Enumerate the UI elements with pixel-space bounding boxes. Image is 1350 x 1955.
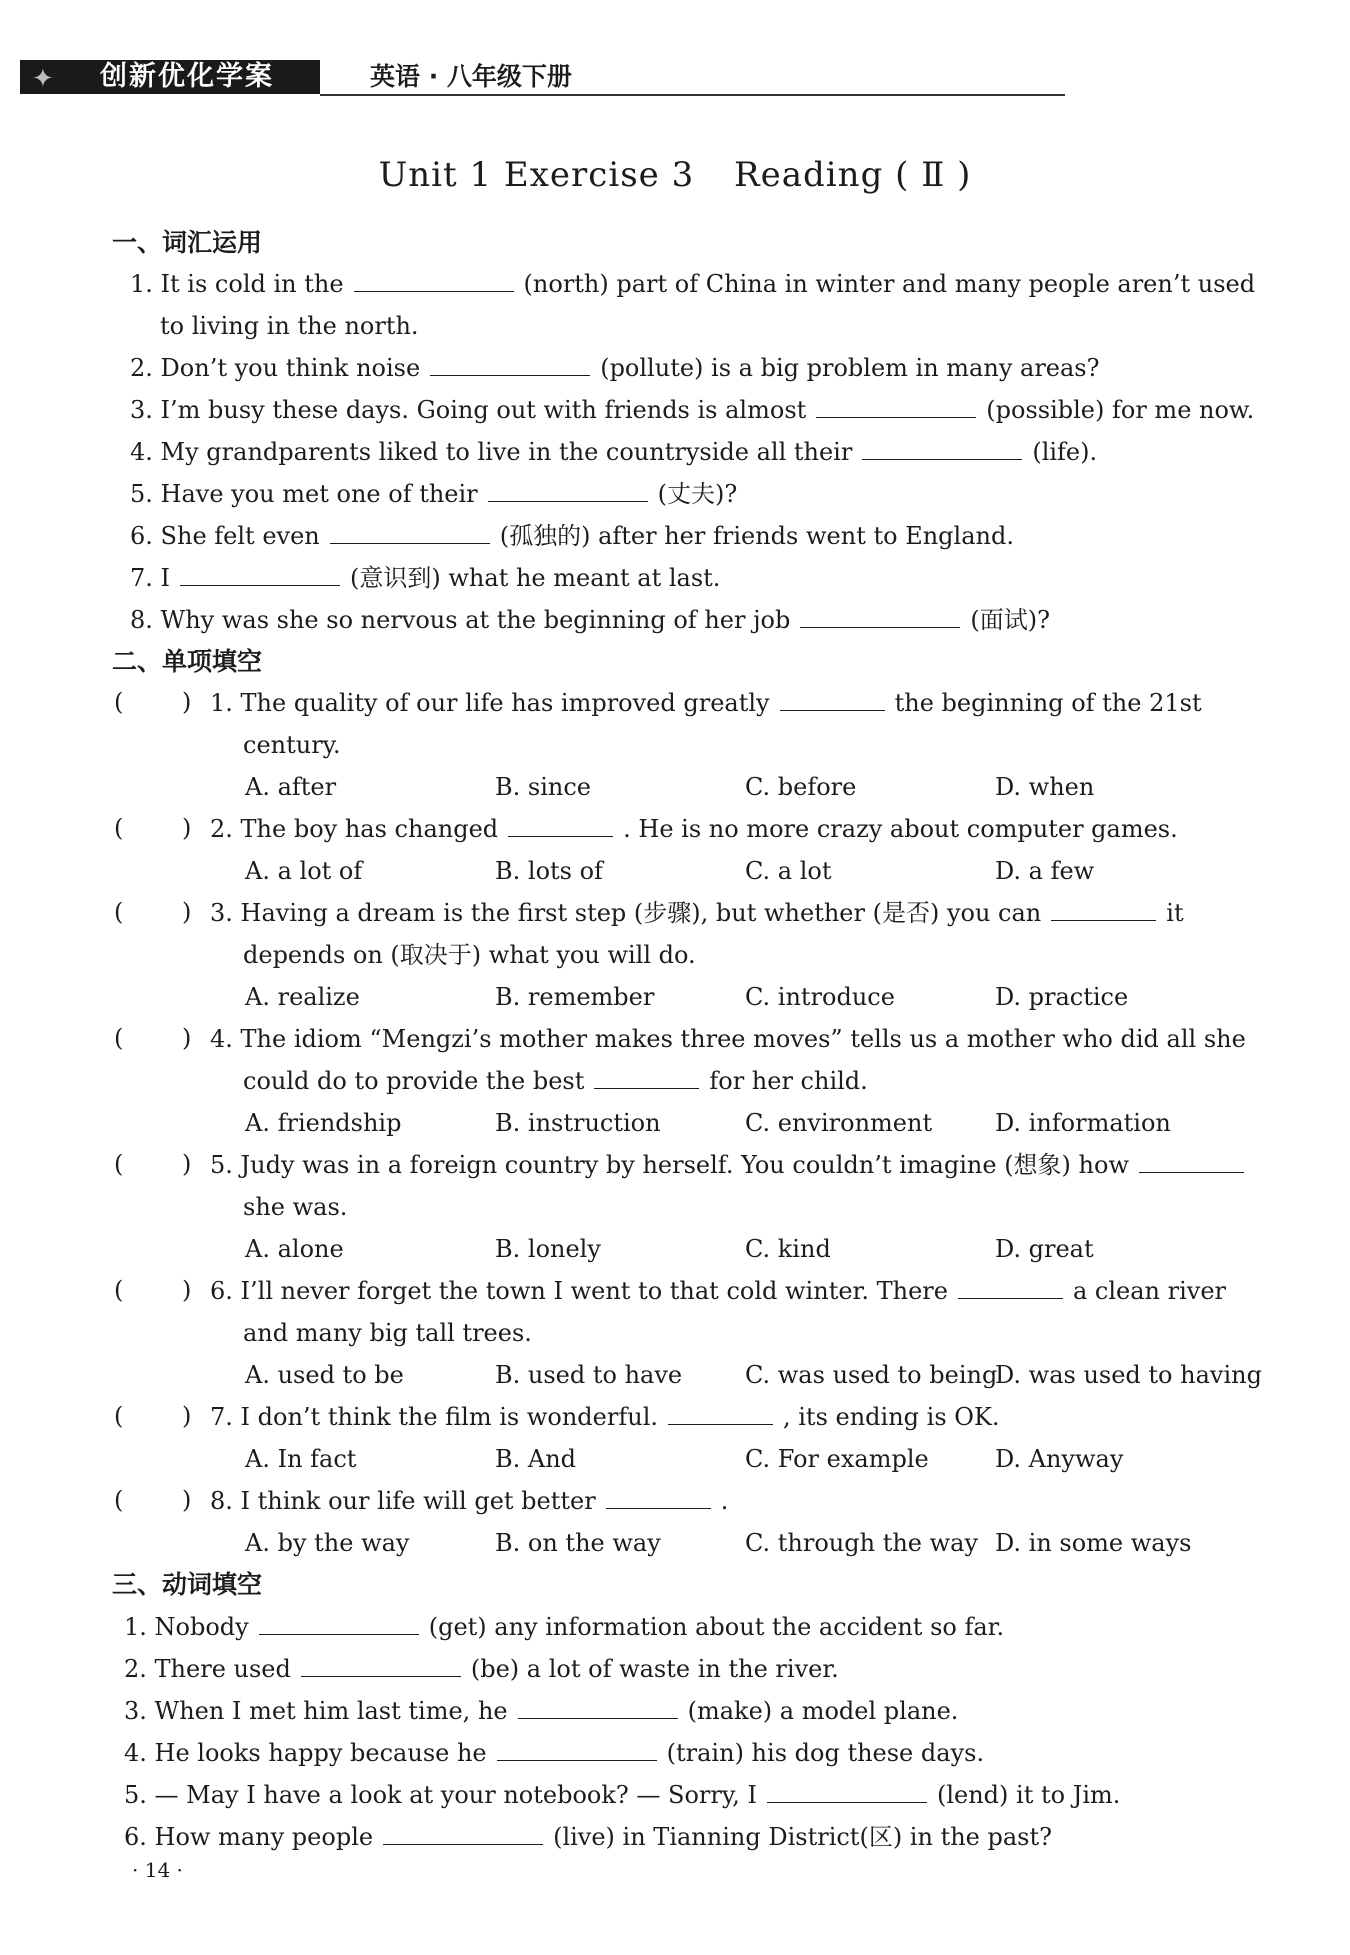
- option-c[interactable]: C. For example: [745, 1445, 929, 1473]
- item-text: (孤独的) after her friends went to England.: [499, 522, 1014, 550]
- option-c[interactable]: C. kind: [745, 1235, 831, 1263]
- section3-heading: 三、动词填空: [112, 1570, 263, 1599]
- question-text: The quality of our life has improved greatly: [240, 689, 770, 717]
- question-text: .: [720, 1487, 729, 1515]
- option-d[interactable]: D. was used to having: [995, 1361, 1262, 1389]
- option-c[interactable]: C. environment: [745, 1109, 933, 1137]
- brand-swash-icon: ✦: [32, 64, 56, 94]
- answer-blank[interactable]: [330, 519, 490, 544]
- question-3: [210, 896, 1184, 930]
- item-text: (pollute) is a big problem in many areas?: [600, 354, 1100, 382]
- answer-blank[interactable]: [301, 1652, 461, 1677]
- item-number: 6.: [124, 1823, 147, 1851]
- question-text: could do to provide the best: [243, 1067, 585, 1095]
- option-b[interactable]: B. instruction: [495, 1109, 661, 1137]
- page-header: [20, 54, 1065, 96]
- page-number: · 14 ·: [132, 1858, 183, 1882]
- vocab-item-3: [130, 393, 1254, 427]
- vocab-item-6: [130, 519, 1014, 553]
- item-text: (be) a lot of waste in the river.: [470, 1655, 839, 1683]
- question-text: I think our life will get better: [240, 1487, 596, 1515]
- verb-item-4: [124, 1736, 984, 1770]
- item-text: (get) any information about the accident so far.: [428, 1613, 1005, 1641]
- item-text: When I met him last time, he: [154, 1697, 508, 1725]
- answer-paren-open[interactable]: (: [114, 898, 124, 926]
- answer-blank[interactable]: [780, 686, 885, 711]
- item-number: 3.: [124, 1697, 147, 1725]
- item-text: How many people: [154, 1823, 374, 1851]
- option-c[interactable]: C. a lot: [745, 857, 832, 885]
- question-1-cont: century.: [243, 731, 341, 759]
- subject-label: 英语 · 八年级下册: [370, 62, 572, 91]
- answer-blank[interactable]: [1051, 896, 1156, 921]
- question-text: . He is no more crazy about computer games.: [623, 815, 1178, 843]
- item-text: Nobody: [154, 1613, 249, 1641]
- item-text: I: [160, 564, 171, 592]
- header-rule: [320, 94, 1065, 96]
- title-unit: Unit 1 Exercise 3: [378, 155, 695, 195]
- answer-paren-close: ): [182, 1486, 192, 1514]
- answer-blank[interactable]: [354, 267, 514, 292]
- item-text: (train) his dog these days.: [666, 1739, 985, 1767]
- question-text: I’ll never forget the town I went to that cold winter. There: [240, 1277, 948, 1305]
- answer-blank[interactable]: [816, 393, 976, 418]
- option-a[interactable]: A. alone: [245, 1235, 344, 1263]
- answer-paren-open[interactable]: (: [114, 1402, 124, 1430]
- question-number: 5.: [210, 1151, 233, 1179]
- answer-blank[interactable]: [497, 1736, 657, 1761]
- vocab-item-2: [130, 351, 1099, 385]
- question-text: I don’t think the film is wonderful.: [240, 1403, 658, 1431]
- question-text: Judy was in a foreign country by herself. You couldn’t imagine (想象) how: [240, 1151, 1129, 1179]
- answer-paren-close: ): [182, 688, 192, 716]
- item-text: (丈夫)?: [657, 480, 738, 508]
- answer-blank[interactable]: [958, 1274, 1063, 1299]
- item-number: 6.: [130, 522, 153, 550]
- item-text: Don’t you think noise: [160, 354, 421, 382]
- answer-blank[interactable]: [488, 477, 648, 502]
- option-a[interactable]: A. by the way: [245, 1529, 410, 1557]
- answer-blank[interactable]: [1139, 1148, 1244, 1173]
- question-2: [210, 812, 1178, 846]
- question-text: , its ending is OK.: [783, 1403, 1000, 1431]
- option-d[interactable]: D. a few: [995, 857, 1095, 885]
- option-a[interactable]: A. realize: [245, 983, 360, 1011]
- item-text: I’m busy these days. Going out with friends is almost: [160, 396, 807, 424]
- option-b[interactable]: B. And: [495, 1445, 577, 1473]
- item-number: 3.: [130, 396, 153, 424]
- answer-paren-open[interactable]: (: [114, 1024, 124, 1052]
- answer-paren-open[interactable]: (: [114, 688, 124, 716]
- question-4-cont: [243, 1064, 868, 1098]
- answer-blank[interactable]: [800, 603, 960, 628]
- option-a[interactable]: A. friendship: [245, 1109, 402, 1137]
- option-b[interactable]: B. used to have: [495, 1361, 683, 1389]
- answer-paren-open[interactable]: (: [114, 1486, 124, 1514]
- question-1: [210, 686, 1202, 720]
- question-6: [210, 1274, 1226, 1308]
- item-text: (possible) for me now.: [986, 396, 1255, 424]
- question-text: it: [1166, 899, 1184, 927]
- verb-item-1: [124, 1610, 1004, 1644]
- answer-blank[interactable]: [508, 812, 613, 837]
- question-5: [210, 1148, 1254, 1182]
- vocab-item-8: [130, 603, 1050, 637]
- question-number: 8.: [210, 1487, 233, 1515]
- item-text: There used: [154, 1655, 291, 1683]
- question-number: 7.: [210, 1403, 233, 1431]
- item-text: (意识到) what he meant at last.: [350, 564, 721, 592]
- question-7: [210, 1400, 1000, 1434]
- answer-blank[interactable]: [430, 351, 590, 376]
- item-number: 2.: [124, 1655, 147, 1683]
- item-text: (make) a model plane.: [687, 1697, 959, 1725]
- question-text: the beginning of the 21st: [894, 689, 1202, 717]
- section1-heading: 一、词汇运用: [112, 228, 263, 257]
- vocab-item-4: [130, 435, 1097, 469]
- option-b[interactable]: B. since: [495, 773, 591, 801]
- vocab-item-1: [130, 267, 1255, 301]
- option-c[interactable]: C. introduce: [745, 983, 895, 1011]
- answer-blank[interactable]: [594, 1064, 699, 1089]
- answer-paren-close: ): [182, 1150, 192, 1178]
- question-3-cont: depends on (取决于) what you will do.: [243, 941, 696, 969]
- answer-blank[interactable]: [518, 1694, 678, 1719]
- item-text: She felt even: [160, 522, 320, 550]
- answer-paren-close: ): [182, 1402, 192, 1430]
- answer-blank[interactable]: [862, 435, 1022, 460]
- section2-heading: 二、单项填空: [112, 647, 263, 676]
- option-d[interactable]: D. Anyway: [995, 1445, 1124, 1473]
- option-c[interactable]: C. was used to being: [745, 1361, 998, 1389]
- item-text: (live) in Tianning District(区) in the past?: [553, 1823, 1053, 1851]
- item-number: 7.: [130, 564, 153, 592]
- verb-item-3: [124, 1694, 958, 1728]
- option-d[interactable]: D. great: [995, 1235, 1094, 1263]
- answer-blank[interactable]: [259, 1610, 419, 1635]
- item-number: 1.: [130, 270, 153, 298]
- answer-blank[interactable]: [767, 1778, 927, 1803]
- item-number: 2.: [130, 354, 153, 382]
- option-b[interactable]: B. on the way: [495, 1529, 661, 1557]
- option-a[interactable]: A. In fact: [245, 1445, 357, 1473]
- title-part: Reading ( Ⅱ ): [734, 155, 972, 195]
- option-b[interactable]: B. remember: [495, 983, 655, 1011]
- brand-name: 创新优化学案: [100, 61, 274, 92]
- question-number: 4.: [210, 1025, 233, 1053]
- item-text: Have you met one of their: [160, 480, 478, 508]
- verb-item-6: [124, 1820, 1052, 1854]
- item-text: (north) part of China in winter and many people aren’t used: [523, 270, 1256, 298]
- answer-blank[interactable]: [606, 1484, 711, 1509]
- verb-item-2: [124, 1652, 839, 1686]
- item-number: 1.: [124, 1613, 147, 1641]
- answer-paren-open[interactable]: (: [114, 814, 124, 842]
- item-text: My grandparents liked to live in the countryside all their: [160, 438, 853, 466]
- item-text: (life).: [1032, 438, 1098, 466]
- verb-item-5: [124, 1778, 1120, 1812]
- brand-logo: [20, 60, 320, 94]
- item-text: He looks happy because he: [154, 1739, 487, 1767]
- option-a[interactable]: A. used to be: [245, 1361, 404, 1389]
- question-number: 6.: [210, 1277, 233, 1305]
- question-4: [210, 1022, 1246, 1056]
- option-b[interactable]: B. lonely: [495, 1235, 601, 1263]
- answer-paren-open[interactable]: (: [114, 1150, 124, 1178]
- answer-paren-close: ): [182, 898, 192, 926]
- answer-blank[interactable]: [668, 1400, 773, 1425]
- vocab-item-5: [130, 477, 737, 511]
- question-number: 3.: [210, 899, 233, 927]
- item-text: Why was she so nervous at the beginning of her job: [160, 606, 791, 634]
- question-number: 1.: [210, 689, 233, 717]
- item-text: It is cold in the: [160, 270, 344, 298]
- vocab-item-7: [130, 561, 720, 595]
- question-8: [210, 1484, 728, 1518]
- option-d[interactable]: D. practice: [995, 983, 1129, 1011]
- item-number: 4.: [124, 1739, 147, 1767]
- question-text: Having a dream is the first step (步骤), but whether (是否) you can: [240, 899, 1042, 927]
- item-text: (面试)?: [970, 606, 1050, 634]
- answer-paren-close: ): [182, 1024, 192, 1052]
- answer-blank[interactable]: [180, 561, 340, 586]
- question-text: for her child.: [709, 1067, 868, 1095]
- answer-paren-close: ): [182, 814, 192, 842]
- question-6-cont: and many big tall trees.: [243, 1319, 532, 1347]
- question-text: a clean river: [1072, 1277, 1227, 1305]
- option-c[interactable]: C. before: [745, 773, 857, 801]
- item-number: 5.: [124, 1781, 147, 1809]
- option-d[interactable]: D. in some ways: [995, 1529, 1192, 1557]
- item-number: 5.: [130, 480, 153, 508]
- answer-paren-open[interactable]: (: [114, 1276, 124, 1304]
- option-a[interactable]: A. after: [245, 773, 337, 801]
- option-a[interactable]: A. a lot of: [245, 857, 363, 885]
- option-c[interactable]: C. through the way: [745, 1529, 979, 1557]
- vocab-item-1-cont: to living in the north.: [160, 312, 419, 340]
- option-d[interactable]: D. information: [995, 1109, 1171, 1137]
- item-text: — May I have a look at your notebook? — Sorry, I: [154, 1781, 757, 1809]
- question-5-cont: she was.: [243, 1193, 348, 1221]
- item-number: 4.: [130, 438, 153, 466]
- page-title: [0, 155, 1350, 195]
- item-text: (lend) it to Jim.: [936, 1781, 1121, 1809]
- option-d[interactable]: D. when: [995, 773, 1095, 801]
- question-number: 2.: [210, 815, 233, 843]
- answer-blank[interactable]: [383, 1820, 543, 1845]
- option-b[interactable]: B. lots of: [495, 857, 603, 885]
- item-number: 8.: [130, 606, 153, 634]
- question-text: The boy has changed: [240, 815, 499, 843]
- answer-paren-close: ): [182, 1276, 192, 1304]
- question-text: The idiom “Mengzi’s mother makes three moves” tells us a mother who did all she: [240, 1025, 1246, 1053]
